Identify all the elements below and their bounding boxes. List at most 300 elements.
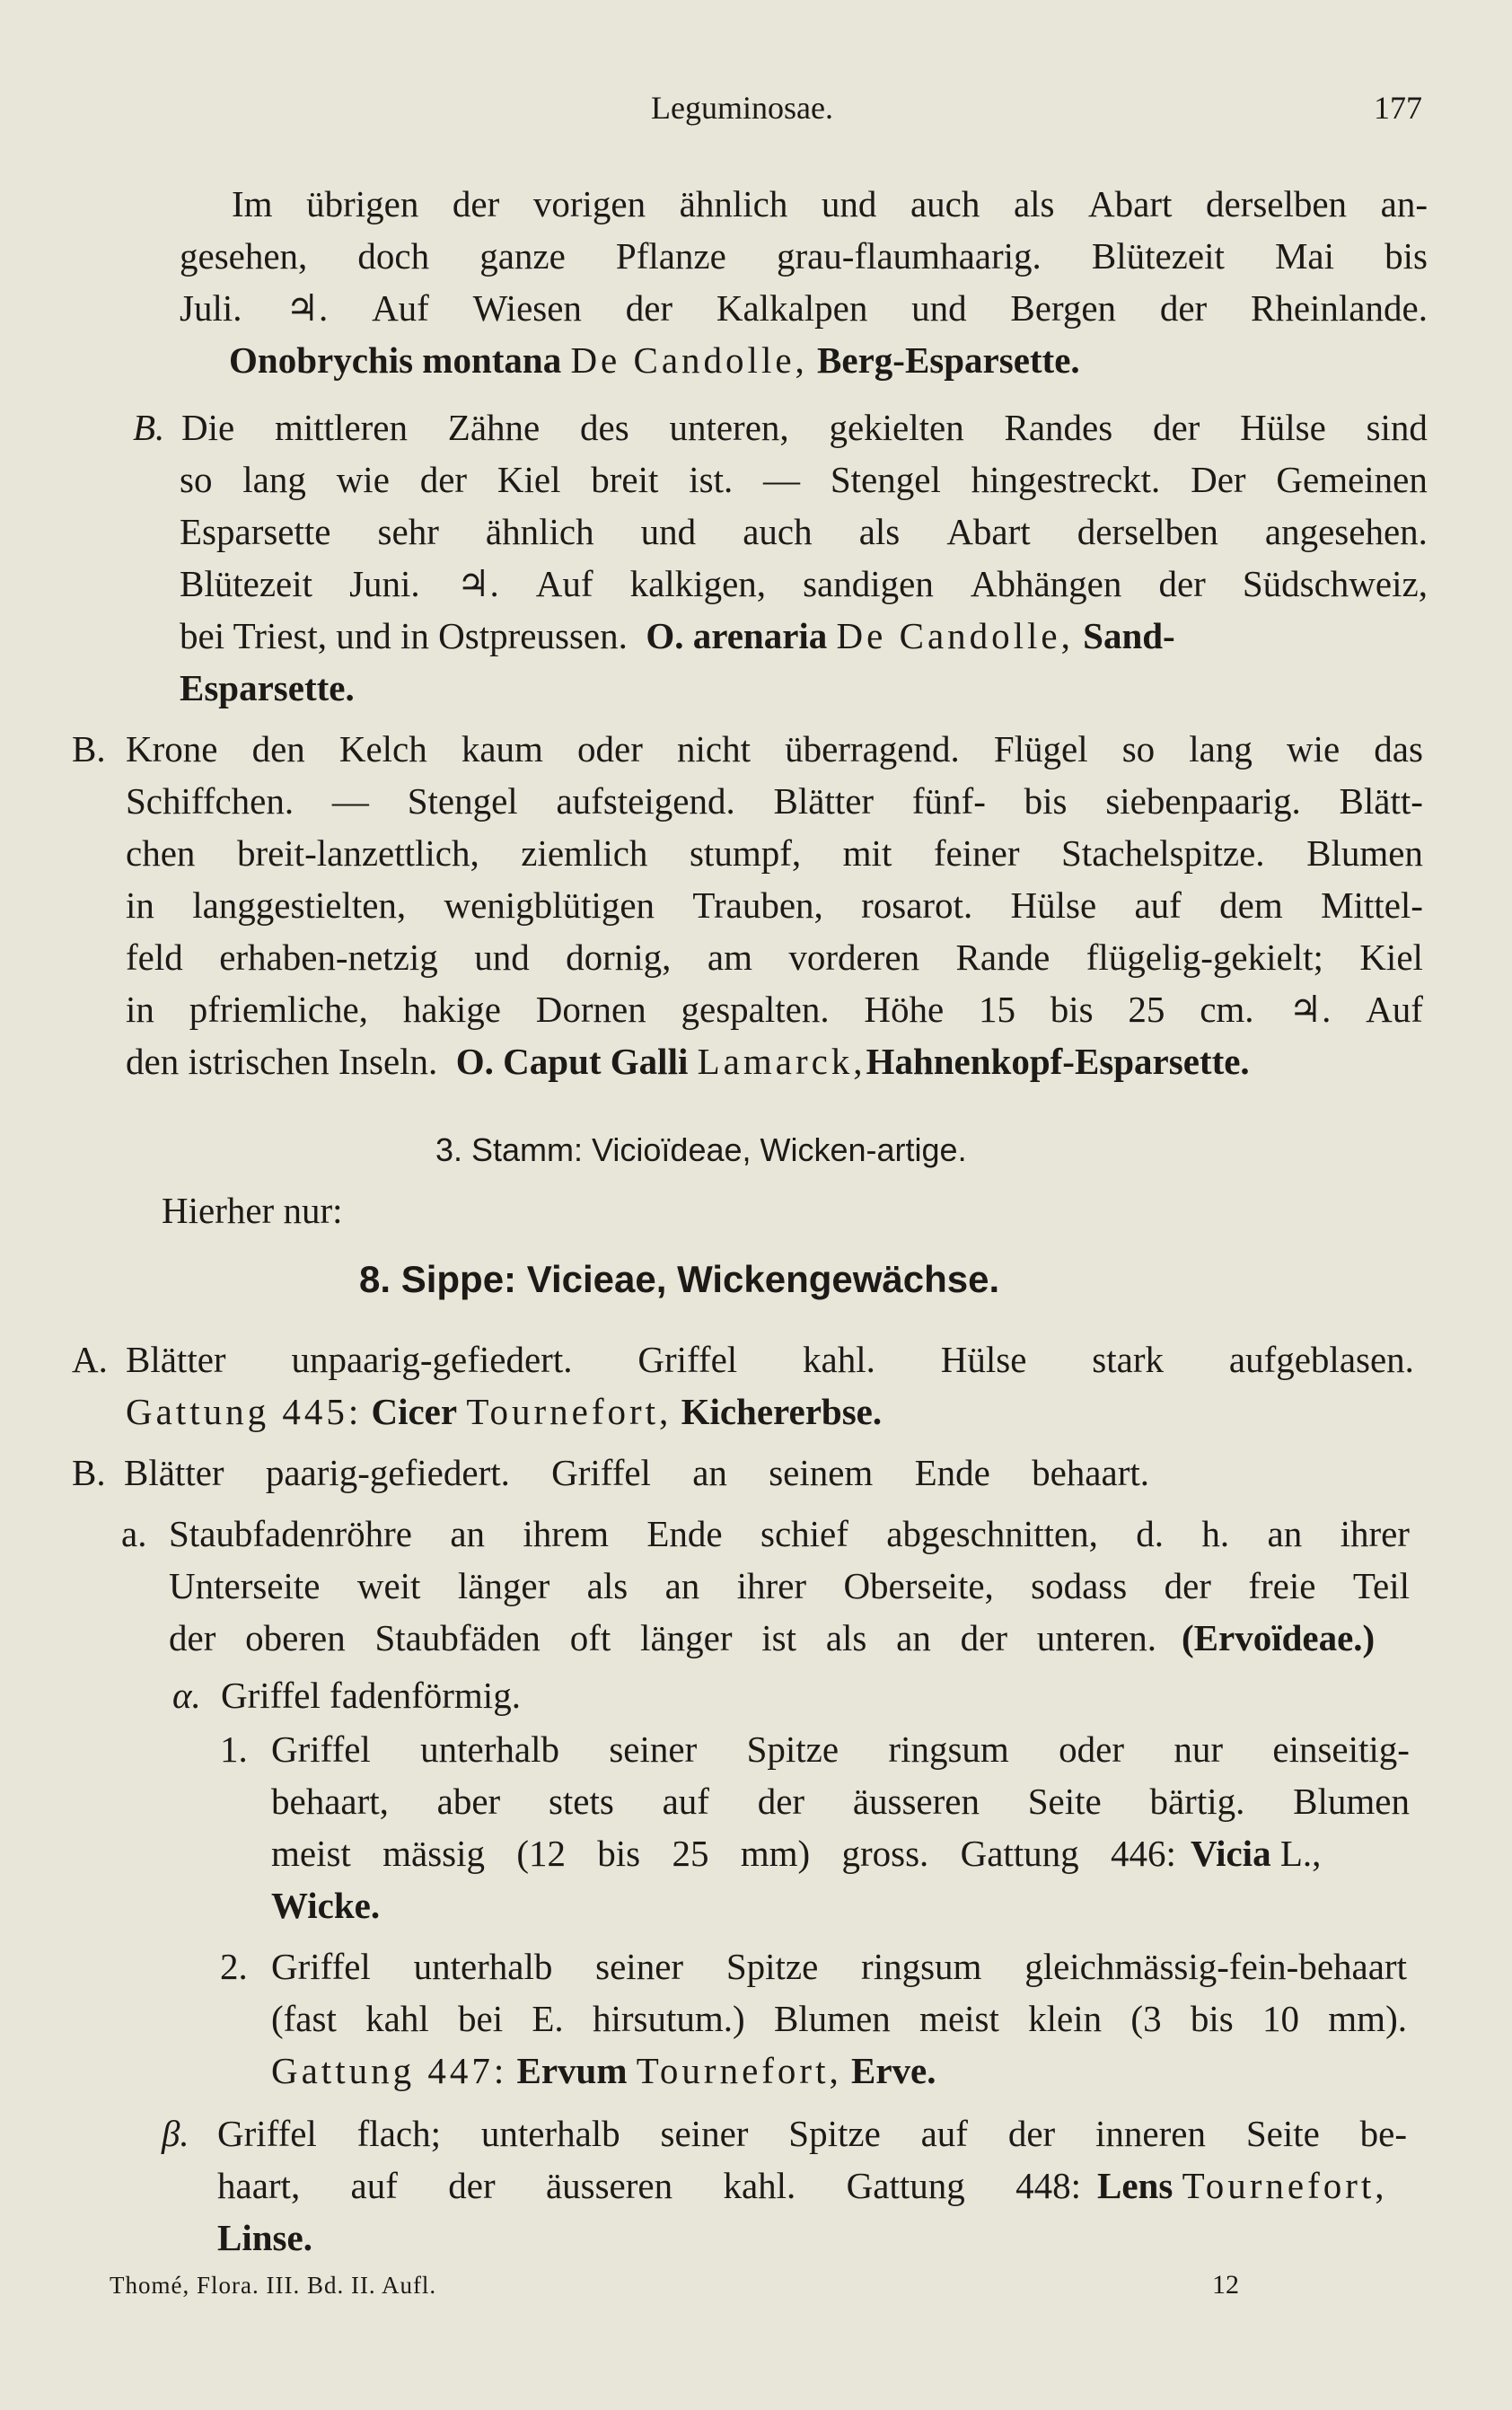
word: an xyxy=(664,1565,700,1606)
word: Teil xyxy=(1352,1565,1410,1606)
word: hakige xyxy=(402,989,501,1030)
word: Spitze xyxy=(746,1728,840,1770)
word: Ende xyxy=(914,1452,990,1493)
word: und xyxy=(640,511,697,552)
word: Höhe xyxy=(864,989,945,1030)
text-line xyxy=(271,1728,1410,1770)
word: Hülse xyxy=(1240,407,1326,448)
word: Zähne xyxy=(447,407,541,448)
word: der xyxy=(452,183,500,224)
word: seiner xyxy=(595,1946,684,1987)
taxon-name: Lens xyxy=(1097,2165,1174,2206)
word: angesehen. xyxy=(1264,511,1428,552)
word: oder xyxy=(577,728,643,770)
word: Schiffchen. xyxy=(126,780,294,822)
word: als xyxy=(586,1565,629,1606)
key-marker: B. xyxy=(72,1452,106,1493)
word: Abart xyxy=(946,511,1031,552)
word: ♃. xyxy=(1288,989,1332,1030)
word: länger xyxy=(640,1617,733,1658)
word: Kelch xyxy=(338,728,427,770)
text-line xyxy=(271,1998,1407,2039)
word: kaum xyxy=(461,728,543,770)
key-marker: 2. xyxy=(220,1946,248,1987)
word: bärtig. xyxy=(1149,1781,1245,1822)
word: meist xyxy=(271,1833,351,1874)
text-line xyxy=(169,1513,1410,1554)
taxon-entry xyxy=(1097,2165,1388,2206)
word: seiner xyxy=(609,1728,698,1770)
word: Staubfäden xyxy=(374,1617,541,1658)
word: ähnlich xyxy=(679,183,788,224)
word: ganze xyxy=(479,235,566,277)
word: Auf xyxy=(1366,989,1423,1030)
word: mässig xyxy=(382,1833,486,1874)
intro-text: Hierher nur: xyxy=(162,1190,343,1231)
text-line xyxy=(271,1948,1407,1985)
word: Juli. xyxy=(180,287,242,329)
common-name: Berg-Esparsette. xyxy=(817,339,1080,381)
word: ziemlich xyxy=(521,832,648,874)
word: übrigen xyxy=(306,183,419,224)
word: Kiel xyxy=(497,459,561,500)
taxon-author: De Candolle, xyxy=(570,339,808,381)
word: lang xyxy=(1189,728,1253,770)
word: unterhalb xyxy=(420,1728,559,1770)
text-line xyxy=(126,884,1423,926)
text-line xyxy=(217,2115,1407,2152)
word: 25 xyxy=(1128,989,1165,1030)
word: das xyxy=(1374,728,1423,770)
taxon-entry xyxy=(126,1391,883,1432)
word: ähnlich xyxy=(485,511,594,552)
text-line xyxy=(180,459,1428,500)
word: ist xyxy=(761,1617,797,1658)
word: kahl. xyxy=(803,1339,875,1380)
taxon-author: Tournefort, xyxy=(636,2050,842,2091)
taxon-entry xyxy=(229,339,1080,381)
word: sehr xyxy=(377,511,439,552)
word: Stengel xyxy=(830,459,941,500)
word: als xyxy=(858,511,901,552)
word: der xyxy=(960,1617,1007,1658)
word: — xyxy=(331,780,369,822)
word: an xyxy=(692,1452,727,1493)
word: bis xyxy=(1385,235,1428,277)
word: so xyxy=(180,459,213,500)
text-line xyxy=(180,563,1428,604)
word: pfriemliche, xyxy=(189,989,368,1030)
word: klein xyxy=(1028,1998,1103,2039)
word: Gattung xyxy=(846,2165,965,2206)
word: Seite xyxy=(1245,2113,1320,2154)
key-marker: 1. xyxy=(220,1728,248,1770)
word: aufsteigend. xyxy=(556,780,735,822)
word: nur xyxy=(1174,1728,1224,1770)
word: d. xyxy=(1136,1513,1165,1554)
word: der xyxy=(169,1617,216,1658)
word: als xyxy=(825,1617,867,1658)
word: an xyxy=(1267,1513,1303,1554)
word: Griffel xyxy=(217,2113,317,2154)
word: 448: xyxy=(1015,2165,1081,2206)
word: sandigen xyxy=(803,563,934,604)
word: bei xyxy=(458,1998,504,2039)
word: wie xyxy=(336,459,390,500)
word: sind xyxy=(1366,407,1428,448)
taxon-author: L., xyxy=(1279,1833,1322,1874)
word: flügelig-gekielt; xyxy=(1086,937,1323,978)
word: Staubfadenröhre xyxy=(169,1513,412,1554)
taxon-author: De Candolle, xyxy=(836,615,1074,656)
word: auf xyxy=(350,2165,398,2206)
word: auf xyxy=(1134,884,1182,926)
word: chen xyxy=(126,832,196,874)
word: ihrer xyxy=(1340,1513,1410,1554)
word: Im xyxy=(232,183,273,224)
word: Abhängen xyxy=(970,563,1122,604)
text-line xyxy=(271,1783,1410,1820)
word: bis xyxy=(1024,780,1068,822)
word: am xyxy=(707,937,752,978)
key-marker: a. xyxy=(121,1513,147,1554)
word: ist. xyxy=(689,459,734,500)
word: ringsum xyxy=(888,1728,1009,1770)
word: oberen xyxy=(245,1617,346,1658)
word: Blätt- xyxy=(1339,780,1423,822)
word: Griffel xyxy=(271,1728,371,1770)
word: 10 xyxy=(1262,1998,1299,2039)
word: Gattung xyxy=(960,1833,1079,1874)
text-line xyxy=(126,780,1423,822)
footer-source: Thomé, Flora. III. Bd. II. Aufl. xyxy=(110,2272,437,2299)
word: wie xyxy=(1286,728,1341,770)
word: mm). xyxy=(1328,1998,1407,2039)
word: Spitze xyxy=(725,1946,819,1987)
word: derselben xyxy=(1205,183,1348,224)
text-line xyxy=(169,1565,1410,1606)
word: Auf xyxy=(372,287,429,329)
word: Abart xyxy=(1088,183,1173,224)
word: behaart. xyxy=(1032,1452,1149,1493)
word: überragend. xyxy=(785,728,960,770)
word: oft xyxy=(569,1617,611,1658)
page-number: 177 xyxy=(1374,90,1422,126)
taxon-name: O. Caput Galli xyxy=(455,1041,689,1082)
word: stumpf, xyxy=(689,832,802,874)
word: in xyxy=(126,989,154,1030)
word: lang xyxy=(242,459,306,500)
word: dem xyxy=(1219,884,1283,926)
word: Kalkalpen xyxy=(716,287,868,329)
word: Griffel xyxy=(271,1946,371,1987)
word: aufgeblasen. xyxy=(1228,1339,1414,1380)
word: sodass xyxy=(1031,1565,1128,1606)
text-line xyxy=(181,409,1428,446)
word: Blütezeit xyxy=(180,563,313,604)
word: Randes xyxy=(1004,407,1113,448)
word: wenigblütigen xyxy=(444,884,655,926)
taxon-name: Vicia xyxy=(1191,1833,1271,1874)
word: bis xyxy=(597,1833,641,1874)
word: des xyxy=(580,407,629,448)
word: den xyxy=(251,728,305,770)
word: abgeschnitten, xyxy=(886,1513,1098,1554)
word: grau-flaumhaarig. xyxy=(776,235,1042,277)
common-name: Sand- xyxy=(1083,615,1175,656)
genus-number: Gattung 445: xyxy=(126,1391,363,1432)
word: Blätter xyxy=(126,1339,226,1380)
text: den istrischen Inseln. xyxy=(126,1041,438,1082)
text-line xyxy=(180,235,1428,277)
word: Esparsette xyxy=(180,511,331,552)
text-line xyxy=(180,287,1428,329)
word: ihrem xyxy=(523,1513,610,1554)
word: Griffel xyxy=(637,1339,738,1380)
word: unterhalb xyxy=(413,1946,553,1987)
word: Wiesen xyxy=(472,287,582,329)
word: Juni. xyxy=(349,563,420,604)
word: stets xyxy=(548,1781,614,1822)
word: Blätter xyxy=(124,1452,224,1493)
word: vorigen xyxy=(532,183,646,224)
word: so xyxy=(1121,728,1156,770)
word: freie xyxy=(1248,1565,1316,1606)
word: langgestielten, xyxy=(192,884,407,926)
word: und xyxy=(474,937,530,978)
word: unterhalb xyxy=(480,2113,620,2154)
word: stark xyxy=(1092,1339,1164,1380)
text: bei Triest, und in Ostpreussen. xyxy=(180,615,628,656)
taxon-name: Cicer xyxy=(371,1391,458,1432)
word: bis xyxy=(1190,1998,1234,2039)
word: der xyxy=(1007,2113,1056,2154)
word: 15 xyxy=(978,989,1015,1030)
word: der xyxy=(448,2165,496,2206)
word: Blumen xyxy=(1293,1781,1410,1822)
word: Spitze xyxy=(788,2113,881,2154)
text-line xyxy=(232,183,1428,224)
common-name: Erve. xyxy=(850,2050,936,2091)
word: mm) xyxy=(740,1833,811,1874)
word: Mittel- xyxy=(1321,884,1423,926)
word: an xyxy=(896,1617,931,1658)
text-line xyxy=(126,728,1423,770)
word: h. xyxy=(1201,1513,1230,1554)
taxon-name: Ervum xyxy=(516,2050,628,2091)
word: Hülse xyxy=(1010,884,1097,926)
word: Flügel xyxy=(993,728,1088,770)
word: auf xyxy=(662,1781,709,1822)
word: — xyxy=(763,459,801,500)
word: äusseren xyxy=(852,1781,980,1822)
word: Seite xyxy=(1027,1781,1102,1822)
word: Blumen xyxy=(773,1998,891,2039)
key-marker: B. xyxy=(72,728,106,770)
text-line xyxy=(169,1617,1156,1658)
footer-signature: 12 xyxy=(1212,2270,1239,2300)
key-marker: β. xyxy=(162,2113,189,2154)
taxon-author: Tournefort, xyxy=(1182,2165,1388,2206)
word: vorderen xyxy=(788,937,920,978)
word: als xyxy=(1013,183,1055,224)
word: Oberseite, xyxy=(843,1565,994,1606)
word: ♃. xyxy=(286,287,329,329)
stamm-heading: 3. Stamm: Vicioïdeae, Wicken-artige. xyxy=(435,1131,967,1168)
taxon-entry xyxy=(180,615,1175,656)
group-name: (Ervoïdeae.) xyxy=(1182,1617,1376,1658)
word: Dornen xyxy=(535,989,646,1030)
word: der xyxy=(757,1781,805,1822)
word: cm. xyxy=(1200,989,1254,1030)
word: oder xyxy=(1059,1728,1125,1770)
word: mit xyxy=(842,832,892,874)
word: bis xyxy=(1050,989,1094,1030)
common-name: Wicke. xyxy=(271,1885,381,1926)
word: hingestreckt. xyxy=(971,459,1161,500)
word: seiner xyxy=(660,2113,749,2154)
taxon-name: Onobrychis montana xyxy=(229,339,562,381)
word: unpaarig-gefiedert. xyxy=(291,1339,573,1380)
common-name: Linse. xyxy=(217,2217,312,2258)
word: ihrer xyxy=(736,1565,807,1606)
word: gesehen, xyxy=(180,235,308,277)
word: der xyxy=(1158,563,1206,604)
word: gespalten. xyxy=(681,989,830,1030)
word: der xyxy=(1159,287,1208,329)
word: Die xyxy=(181,407,235,448)
word: Blütezeit xyxy=(1091,235,1225,277)
word: Blumen xyxy=(1306,832,1423,874)
word: breit xyxy=(591,459,659,500)
genus-number: Gattung 447: xyxy=(271,2050,508,2091)
word: der xyxy=(419,459,468,500)
word: 25 xyxy=(672,1833,709,1874)
key-marker: α. xyxy=(172,1675,201,1716)
text-line xyxy=(271,1835,1176,1872)
word: Südschweiz, xyxy=(1242,563,1428,604)
word: schief xyxy=(760,1513,848,1554)
word: Der xyxy=(1191,459,1246,500)
word: paarig-gefiedert. xyxy=(265,1452,510,1493)
word: Mai xyxy=(1274,235,1335,277)
word: Pflanze xyxy=(615,235,726,277)
word: Bergen xyxy=(1010,287,1117,329)
word: nicht xyxy=(677,728,751,770)
text-line xyxy=(126,832,1423,874)
text-line xyxy=(126,991,1423,1028)
word: einseitig- xyxy=(1272,1728,1410,1770)
word: an- xyxy=(1380,183,1428,224)
word: hirsutum.) xyxy=(592,1998,745,2039)
word: Kiel xyxy=(1359,937,1423,978)
word: be- xyxy=(1359,2113,1407,2154)
word: äusseren xyxy=(545,2165,673,2206)
word: derselben xyxy=(1077,511,1218,552)
common-name: Hahnenkopf-Esparsette. xyxy=(866,1041,1250,1082)
word: mittleren xyxy=(274,407,408,448)
word: Griffel xyxy=(551,1452,651,1493)
word: rosarot. xyxy=(861,884,973,926)
key-marker: B. xyxy=(133,407,165,448)
word: kahl. xyxy=(723,2165,796,2206)
word: Rande xyxy=(955,937,1050,978)
word: erhaben-netzig xyxy=(219,937,438,978)
word: weit xyxy=(356,1565,421,1606)
word: aber xyxy=(436,1781,501,1822)
word: Auf xyxy=(535,563,593,604)
word: behaart, xyxy=(271,1781,389,1822)
common-name: Esparsette. xyxy=(180,667,355,708)
word: gross. xyxy=(841,1833,929,1874)
common-name: Kichererbse. xyxy=(681,1391,883,1432)
word: Gemeinen xyxy=(1276,459,1428,500)
text-line xyxy=(180,511,1428,552)
taxon-author: Tournefort, xyxy=(466,1391,672,1432)
word: Rheinlande. xyxy=(1250,287,1428,329)
word: auf xyxy=(920,2113,968,2154)
taxon-entry xyxy=(126,1043,1250,1080)
text-line xyxy=(126,939,1423,976)
word: gleichmässig-fein-behaart xyxy=(1024,1946,1407,1987)
text-line xyxy=(217,2165,1081,2206)
word: (12 xyxy=(516,1833,566,1874)
word: meist xyxy=(919,1998,999,2039)
word: ♃. xyxy=(456,563,499,604)
word: Stachelspitze. xyxy=(1061,832,1265,874)
word: seinem xyxy=(769,1452,874,1493)
word: flach; xyxy=(356,2113,441,2154)
word: fünf- xyxy=(911,780,986,822)
taxon-name: O. arenaria xyxy=(646,615,828,656)
running-title: Leguminosae. xyxy=(651,90,833,126)
word: auch xyxy=(743,511,813,552)
word: Blätter xyxy=(773,780,875,822)
taxon-author: Lamarck, xyxy=(697,1041,866,1082)
word: feld xyxy=(126,937,183,978)
word: feiner xyxy=(933,832,1020,874)
word: kalkigen, xyxy=(629,563,767,604)
word: Ende xyxy=(646,1513,723,1554)
word: Hülse xyxy=(940,1339,1027,1380)
word: auch xyxy=(910,183,980,224)
text-line xyxy=(126,1341,1414,1378)
word: siebenpaarig. xyxy=(1105,780,1301,822)
taxon-entry xyxy=(271,2050,936,2091)
word: und xyxy=(821,183,877,224)
word: dornig, xyxy=(566,937,672,978)
taxon-entry xyxy=(1191,1835,1321,1872)
text-line: Griffel fadenförmig. xyxy=(221,1675,521,1716)
word: gekielten xyxy=(829,407,964,448)
word: breit-lanzettlich, xyxy=(236,832,479,874)
word: Krone xyxy=(126,728,218,770)
word: ringsum xyxy=(861,1946,982,1987)
word: der xyxy=(1152,407,1200,448)
word: Unterseite xyxy=(169,1565,321,1606)
word: in xyxy=(126,884,154,926)
word: 446: xyxy=(1110,1833,1176,1874)
word: länger xyxy=(457,1565,550,1606)
word: Trauben, xyxy=(692,884,823,926)
text-line xyxy=(124,1452,1149,1493)
word: inneren xyxy=(1095,2113,1206,2154)
word: E. xyxy=(532,1998,564,2039)
word: (fast xyxy=(271,1998,337,2039)
word: kahl xyxy=(365,1998,429,2039)
word: unteren, xyxy=(669,407,789,448)
word: und xyxy=(911,287,967,329)
